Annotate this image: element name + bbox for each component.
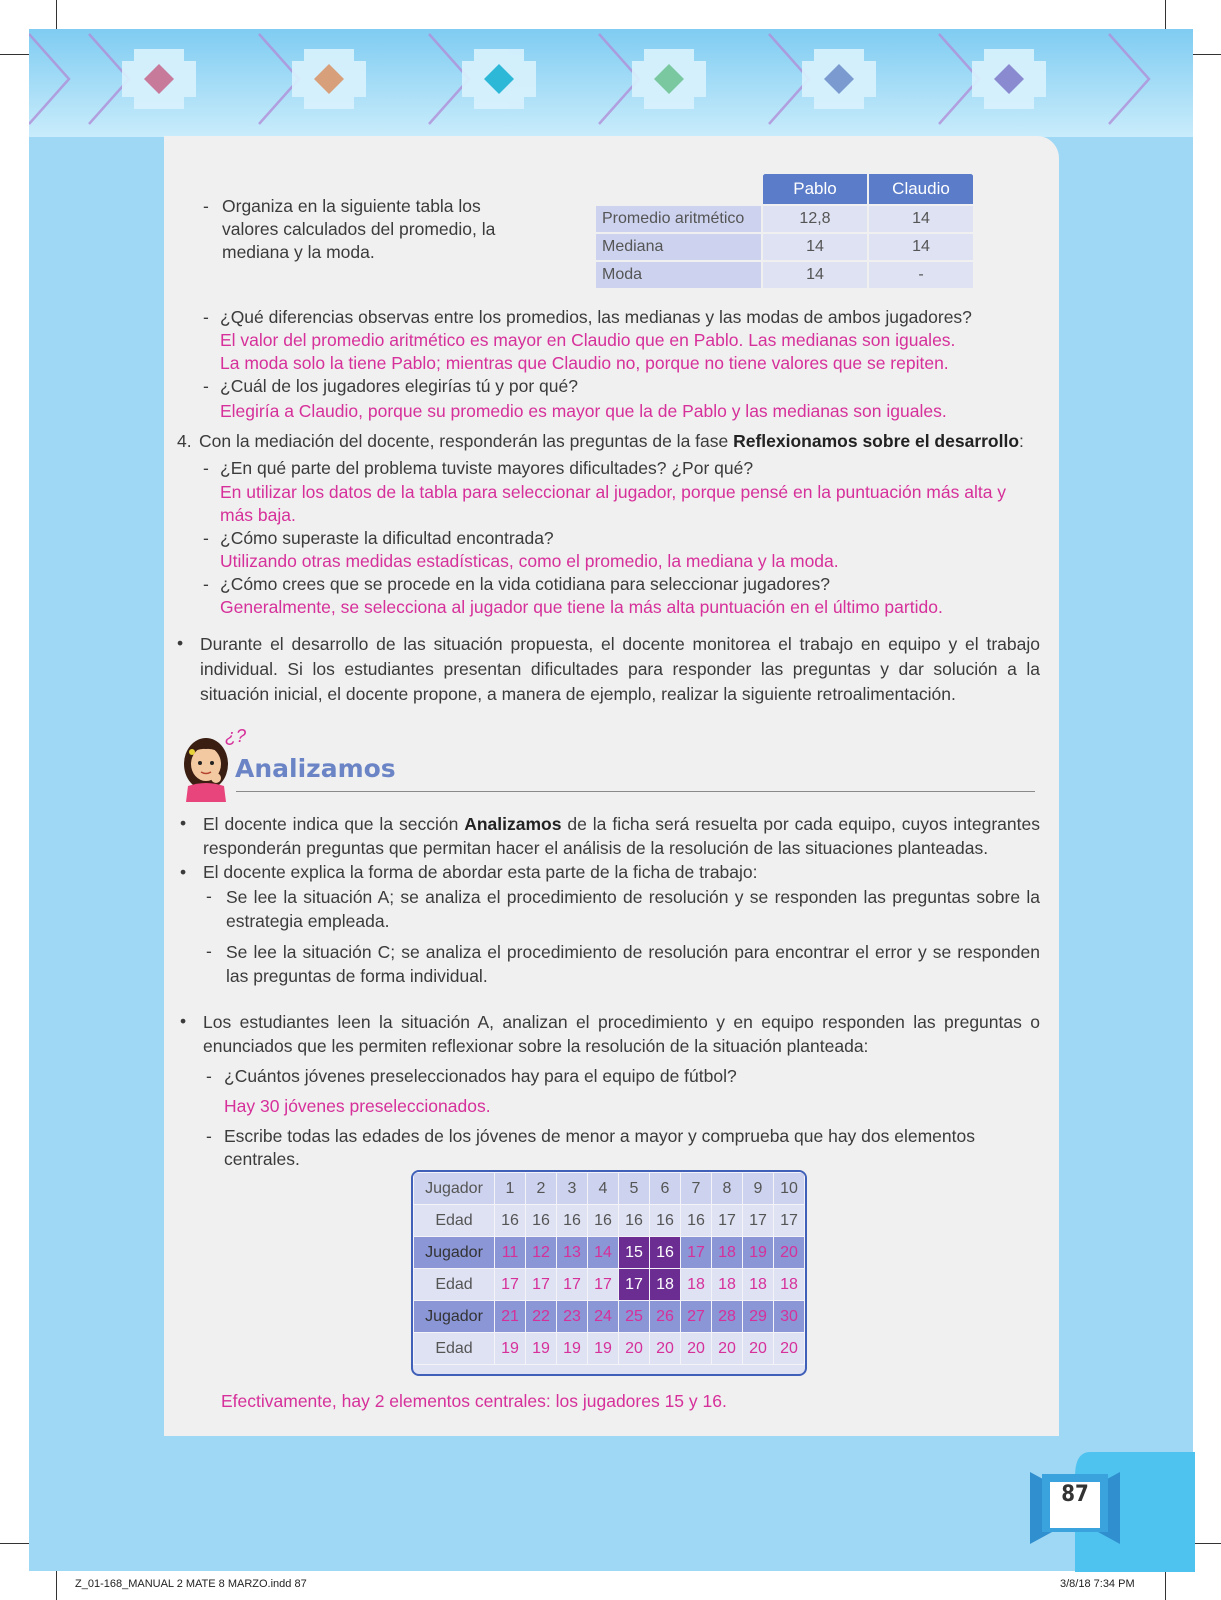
col-header-claudio: Claudio [868, 173, 974, 205]
crop-mark [1193, 1543, 1221, 1544]
player-cell: 13 [557, 1237, 588, 1269]
crop-mark [56, 0, 57, 29]
player-cell: 23 [557, 1301, 588, 1333]
bullet: • [180, 862, 187, 882]
footer-filename: Z_01-168_MANUAL 2 MATE 8 MARZO.indd 87 [75, 1578, 307, 1590]
bullet: • [180, 1011, 187, 1031]
age-cell: 19 [526, 1333, 557, 1365]
player-cell: 8 [712, 1173, 743, 1205]
age-cell: 16 [495, 1205, 526, 1237]
age-cell: 19 [495, 1333, 526, 1365]
item-4-bold: Reflexionamos sobre el desarrollo [733, 431, 1020, 451]
player-cell: 27 [681, 1301, 712, 1333]
durante-paragraph: Durante el desarrollo de las situación propuesta, el docente monitorea el trabajo en equipo y el trabajo individual. Si los estudiantes presentan dificultades para responder las preguntas y dar solución a la situación inicial, el docente propone, a manera de ejemplo, realizar la siguiente retroalimentación. [200, 634, 1040, 704]
cell-answer: 14 [868, 233, 974, 261]
answer-superaste: Utilizando otras medidas estadísticas, como el promedio, la mediana y la moda. [220, 551, 839, 571]
player-cell: 2 [526, 1173, 557, 1205]
question-diferencias: ¿Qué diferencias observas entre los promedios, las medianas y las modas de ambos jugadores? [220, 307, 972, 327]
table-row [414, 1237, 805, 1269]
ages-grid [413, 1172, 805, 1365]
table-row [595, 205, 974, 233]
answer-parte: En utilizar los datos de la tabla para seleccionar al jugador, porque pensé en la puntuación más alta y más baja. [220, 482, 1007, 525]
player-cell: 10 [774, 1173, 805, 1205]
dash: - [203, 307, 209, 327]
decorative-band [29, 29, 1193, 137]
age-cell: 20 [681, 1333, 712, 1365]
player-cell: 17 [681, 1237, 712, 1269]
item-number: 4. [177, 431, 192, 451]
player-cell: 6 [650, 1173, 681, 1205]
row-label: Promedio aritmético [595, 205, 762, 233]
dash: - [203, 458, 209, 478]
player-cell: 12 [526, 1237, 557, 1269]
section-divider [236, 791, 1035, 792]
player-cell: 25 [619, 1301, 650, 1333]
player-cell: 21 [495, 1301, 526, 1333]
age-cell: 16 [557, 1205, 588, 1237]
player-cell: 15 [619, 1237, 650, 1269]
crop-mark [1193, 54, 1221, 55]
age-cell: 20 [712, 1333, 743, 1365]
player-cell: 19 [743, 1237, 774, 1269]
player-cell: 22 [526, 1301, 557, 1333]
col-header-pablo: Pablo [762, 173, 868, 205]
bullet-1-bold: Analizamos [464, 814, 562, 834]
age-cell: 18 [774, 1269, 805, 1301]
age-cell: 18 [743, 1269, 774, 1301]
bullet: • [180, 813, 187, 833]
bullet-1-text [203, 812, 1040, 860]
dash: - [203, 376, 209, 396]
table-row [414, 1333, 805, 1365]
row-label: Edad [414, 1205, 495, 1237]
age-cell: 19 [588, 1333, 619, 1365]
player-cell: 29 [743, 1301, 774, 1333]
bullet: • [177, 633, 184, 653]
crop-mark [0, 1543, 29, 1544]
dash: - [206, 1066, 212, 1086]
cell-answer: - [868, 261, 974, 289]
age-cell: 18 [712, 1269, 743, 1301]
table-row [414, 1301, 805, 1333]
item-4-post: : [1019, 431, 1024, 451]
row-label: Jugador [414, 1173, 495, 1205]
age-cell: 16 [650, 1205, 681, 1237]
section-title: Analizamos [235, 754, 396, 783]
age-cell: 16 [619, 1205, 650, 1237]
age-cell: 20 [650, 1333, 681, 1365]
cell-value: 14 [762, 261, 868, 289]
page-number-badge [1030, 1452, 1195, 1572]
age-cell: 17 [495, 1269, 526, 1301]
question-escribe: Escribe todas las edades de los jóvenes de menor a mayor y comprueba que hay dos elementos centrales. [224, 1126, 975, 1169]
cell-answer: 14 [868, 205, 974, 233]
bullet-1-pre: El docente indica que la sección [203, 814, 465, 834]
player-cell: 5 [619, 1173, 650, 1205]
age-cell: 17 [557, 1269, 588, 1301]
age-cell: 20 [774, 1333, 805, 1365]
dash: - [206, 941, 212, 961]
answer-cuantos: Hay 30 jóvenes preseleccionados. [224, 1096, 491, 1116]
section-mark: ¿? [225, 726, 247, 746]
age-cell: 16 [681, 1205, 712, 1237]
question-vida: ¿Cómo crees que se procede en la vida cotidiana para seleccionar jugadores? [220, 574, 830, 594]
player-cell: 7 [681, 1173, 712, 1205]
footer-timestamp: 3/8/18 7:34 PM [1060, 1578, 1135, 1590]
crop-mark [1165, 0, 1166, 29]
player-cell: 1 [495, 1173, 526, 1205]
dash: - [203, 196, 209, 216]
player-cell: 9 [743, 1173, 774, 1205]
table-row [414, 1269, 805, 1301]
player-cell: 26 [650, 1301, 681, 1333]
age-cell: 17 [712, 1205, 743, 1237]
row-label: Jugador [414, 1301, 495, 1333]
question-superaste: ¿Cómo superaste la dificultad encontrada? [220, 528, 554, 548]
pattern-graphic [29, 29, 1193, 137]
item-4-text [199, 430, 1039, 453]
row-label: Edad [414, 1269, 495, 1301]
age-cell: 17 [588, 1269, 619, 1301]
player-cell: 3 [557, 1173, 588, 1205]
crop-mark [1165, 1571, 1166, 1600]
player-cell: 11 [495, 1237, 526, 1269]
bullet-3-text: Los estudiantes leen la situación A, analizan el procedimiento y en equipo responden las preguntas o enunciados que les permiten reflexionar sobre la resolución de la situación planteada: [203, 1012, 1040, 1056]
age-cell: 17 [774, 1205, 805, 1237]
dash-item-2: Se lee la situación C; se analiza el procedimiento de resolución para encontrar el error y se responden las preguntas de forma individual. [226, 942, 1040, 986]
item-4-pre: Con la mediación del docente, responderán las preguntas de la fase [199, 431, 734, 451]
player-cell: 24 [588, 1301, 619, 1333]
final-answer: Efectivamente, hay 2 elementos centrales: los jugadores 15 y 16. [221, 1391, 727, 1411]
crop-mark [56, 1571, 57, 1600]
player-cell: 14 [588, 1237, 619, 1269]
age-cell: 16 [526, 1205, 557, 1237]
answer-cual: Elegiría a Claudio, porque su promedio es mayor que la de Pablo y las medianas son iguales. [220, 401, 947, 421]
table-row [595, 261, 974, 289]
question-cual: ¿Cuál de los jugadores elegirías tú y por qué? [220, 376, 578, 396]
age-cell: 20 [619, 1333, 650, 1365]
organiza-instruction: Organiza en la siguiente tabla los valores calculados del promedio, la mediana y la moda. [222, 196, 496, 262]
table-corner [595, 173, 762, 205]
cell-value: 12,8 [762, 205, 868, 233]
row-label: Edad [414, 1333, 495, 1365]
dash: - [206, 886, 212, 906]
answer-vida: Generalmente, se selecciona al jugador que tiene la más alta puntuación en el último partido. [220, 597, 943, 617]
page-number: 87 [1061, 1482, 1089, 1507]
player-cell: 20 [774, 1237, 805, 1269]
crop-mark [0, 54, 29, 55]
dash-item-1: Se lee la situación A; se analiza el procedimiento de resolución y se responden las preguntas sobre la estrategia empleada. [226, 887, 1040, 931]
player-cell: 18 [712, 1237, 743, 1269]
player-cell: 16 [650, 1237, 681, 1269]
age-cell: 20 [743, 1333, 774, 1365]
age-cell: 19 [557, 1333, 588, 1365]
table-row [414, 1205, 805, 1237]
player-cell: 4 [588, 1173, 619, 1205]
age-cell: 17 [526, 1269, 557, 1301]
row-label: Moda [595, 261, 762, 289]
age-cell: 18 [650, 1269, 681, 1301]
table-row [595, 233, 974, 261]
answer-diferencias-1: El valor del promedio aritmético es mayor en Claudio que en Pablo. Las medianas son iguales. [220, 330, 956, 350]
ages-table [411, 1170, 807, 1376]
cell-value: 14 [762, 233, 868, 261]
age-cell: 18 [681, 1269, 712, 1301]
table-row [414, 1173, 805, 1205]
dash: - [203, 574, 209, 594]
age-cell: 16 [588, 1205, 619, 1237]
age-cell: 17 [743, 1205, 774, 1237]
summary-table [594, 172, 975, 290]
bullet-2-text: El docente explica la forma de abordar esta parte de la ficha de trabajo: [203, 862, 758, 882]
answer-diferencias-2: La moda solo la tiene Pablo; mientras que Claudio no, porque no tiene valores que se repiten. [220, 353, 949, 373]
dash: - [206, 1126, 212, 1146]
row-label: Mediana [595, 233, 762, 261]
bullet-1-post: de la ficha será resuelta por cada equipo, cuyos integrantes responderán preguntas que permitan hacer el análisis de la resolución de las situaciones planteadas. [203, 814, 1040, 858]
question-cuantos: ¿Cuántos jóvenes preseleccionados hay para el equipo de fútbol? [224, 1066, 737, 1086]
question-parte: ¿En qué parte del problema tuviste mayores dificultades? ¿Por qué? [220, 458, 754, 478]
dash: - [203, 528, 209, 548]
player-cell: 30 [774, 1301, 805, 1333]
age-cell: 17 [619, 1269, 650, 1301]
row-label: Jugador [414, 1237, 495, 1269]
player-cell: 28 [712, 1301, 743, 1333]
